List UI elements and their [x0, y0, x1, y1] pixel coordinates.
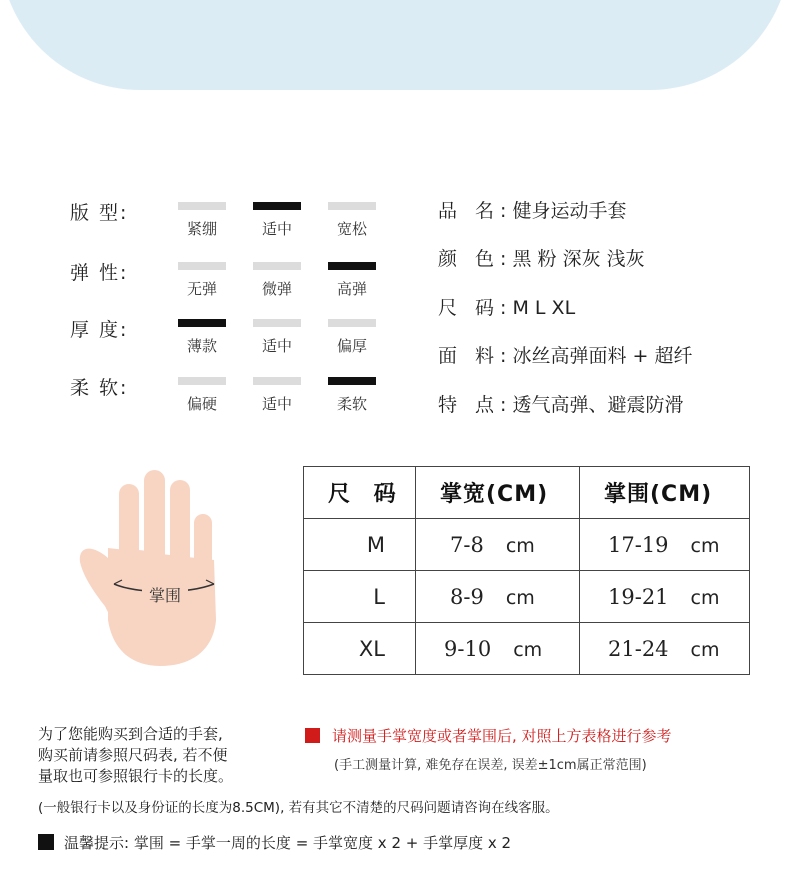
advice-line: 为了您能购买到合适的手套, [38, 725, 223, 743]
scale-bar [328, 262, 376, 270]
scale-option [177, 262, 227, 299]
scale-option [327, 319, 377, 356]
scale-option-label: 紧绷 [186, 220, 217, 238]
info-separator: : [500, 297, 507, 319]
cell-width-value: 9-10 [444, 636, 492, 661]
scale-bar [253, 202, 301, 210]
cell-width [416, 623, 580, 675]
info-label: 品 名 [438, 200, 501, 222]
info-value: 健身运动手套 [512, 200, 627, 222]
warm-tip-text: 温馨提示: 掌围 = 手掌一周的长度 = 手掌宽度 x 2 + 手掌厚度 x 2 [64, 834, 512, 852]
scale-option [327, 377, 377, 414]
scale-option [177, 319, 227, 356]
scale-option [252, 262, 302, 299]
cell-girth [580, 519, 750, 571]
measure-instruction [305, 725, 672, 746]
info-label: 颜 色 [438, 248, 501, 270]
scale-label: 版 型: [70, 202, 129, 224]
scale-option [252, 202, 302, 239]
scale-bar [328, 319, 376, 327]
scale-option-label: 无弹 [186, 280, 217, 298]
info-color [438, 244, 645, 271]
info-value: M L XL [512, 297, 576, 319]
scale-label: 柔 软: [70, 377, 129, 399]
cell-size: XL [304, 623, 416, 675]
scale-option-label: 适中 [261, 337, 292, 355]
scale-bar [328, 377, 376, 385]
info-separator: : [500, 394, 507, 416]
scale-option-label: 薄款 [186, 337, 217, 355]
info-separator: : [500, 345, 507, 367]
info-separator: : [500, 248, 507, 270]
cell-width [416, 519, 580, 571]
cell-unit: cm [505, 534, 535, 557]
header-size: 尺 码 [304, 467, 416, 519]
cell-girth [580, 571, 750, 623]
scale-option-label: 偏硬 [186, 395, 217, 413]
scale-option [177, 377, 227, 414]
size-table-header [304, 467, 750, 519]
scale-option [252, 377, 302, 414]
scale-option [252, 319, 302, 356]
info-label: 面 料 [438, 345, 501, 367]
bank-card-note: (一般银行卡以及身份证的长度为8.5CM), 若有其它不清楚的尺码问题请咨询在线客服。 [38, 800, 559, 816]
hand-girth-label: 掌围 [148, 586, 182, 605]
cell-unit: cm [513, 638, 543, 661]
scale-option [327, 202, 377, 239]
scale-bar [328, 202, 376, 210]
advice-line: 购买前请参照尺码表, 若不便 [38, 746, 228, 764]
top-banner [0, 0, 790, 90]
black-square-icon [38, 834, 54, 850]
cell-girth-value: 17-19 [608, 532, 669, 557]
info-name [438, 196, 627, 223]
size-table [303, 466, 750, 675]
scale-bar [178, 202, 226, 210]
warm-tip [38, 832, 511, 853]
scale-option-label: 柔软 [336, 395, 367, 413]
purchase-advice [38, 724, 233, 787]
scale-option [177, 202, 227, 239]
scale-bar [253, 319, 301, 327]
cell-unit: cm [690, 638, 720, 661]
error-note: (手工测量计算, 难免存在误差, 误差±1cm属正常范围) [334, 758, 647, 773]
scale-bar [253, 377, 301, 385]
cell-size: M [304, 519, 416, 571]
hand-illustration [78, 470, 228, 670]
scale-bar [178, 377, 226, 385]
info-material [438, 341, 693, 368]
table-row [304, 623, 750, 675]
hand-icon [78, 470, 228, 670]
cell-unit: cm [690, 534, 720, 557]
info-feature [438, 390, 684, 417]
info-value: 透气高弹、避震防滑 [512, 394, 684, 416]
info-label: 特 点 [438, 394, 501, 416]
scale-label: 弹 性: [70, 262, 129, 284]
cell-girth-value: 19-21 [608, 584, 669, 609]
scale-option-label: 适中 [261, 220, 292, 238]
cell-width [416, 571, 580, 623]
scale-option-label: 适中 [261, 395, 292, 413]
header-palm-width: 掌宽(CM) [416, 467, 580, 519]
scale-label: 厚 度: [70, 319, 129, 341]
header-palm-girth: 掌围(CM) [580, 467, 750, 519]
info-value: 冰丝高弹面料 + 超纤 [512, 345, 693, 367]
scale-bar [253, 262, 301, 270]
red-square-icon [305, 728, 320, 743]
info-separator: : [500, 200, 507, 222]
cell-size: L [304, 571, 416, 623]
scale-bar [178, 262, 226, 270]
info-value: 黑 粉 深灰 浅灰 [512, 248, 645, 270]
cell-width-value: 8-9 [450, 584, 484, 609]
scale-option-label: 偏厚 [336, 337, 367, 355]
cell-unit: cm [690, 586, 720, 609]
scale-option-label: 高弹 [336, 280, 367, 298]
cell-girth [580, 623, 750, 675]
info-size [438, 293, 575, 320]
cell-width-value: 7-8 [450, 532, 484, 557]
advice-line: 量取也可参照银行卡的长度。 [38, 767, 234, 785]
measure-instruction-text: 请测量手掌宽度或者掌围后, 对照上方表格进行参考 [332, 727, 672, 745]
table-row [304, 519, 750, 571]
table-row [304, 571, 750, 623]
scale-bar [178, 319, 226, 327]
scale-option-label: 微弹 [261, 280, 292, 298]
scale-option-label: 宽松 [336, 220, 367, 238]
scale-option [327, 262, 377, 299]
cell-unit: cm [505, 586, 535, 609]
cell-girth-value: 21-24 [608, 636, 669, 661]
info-label: 尺 码 [438, 297, 501, 319]
